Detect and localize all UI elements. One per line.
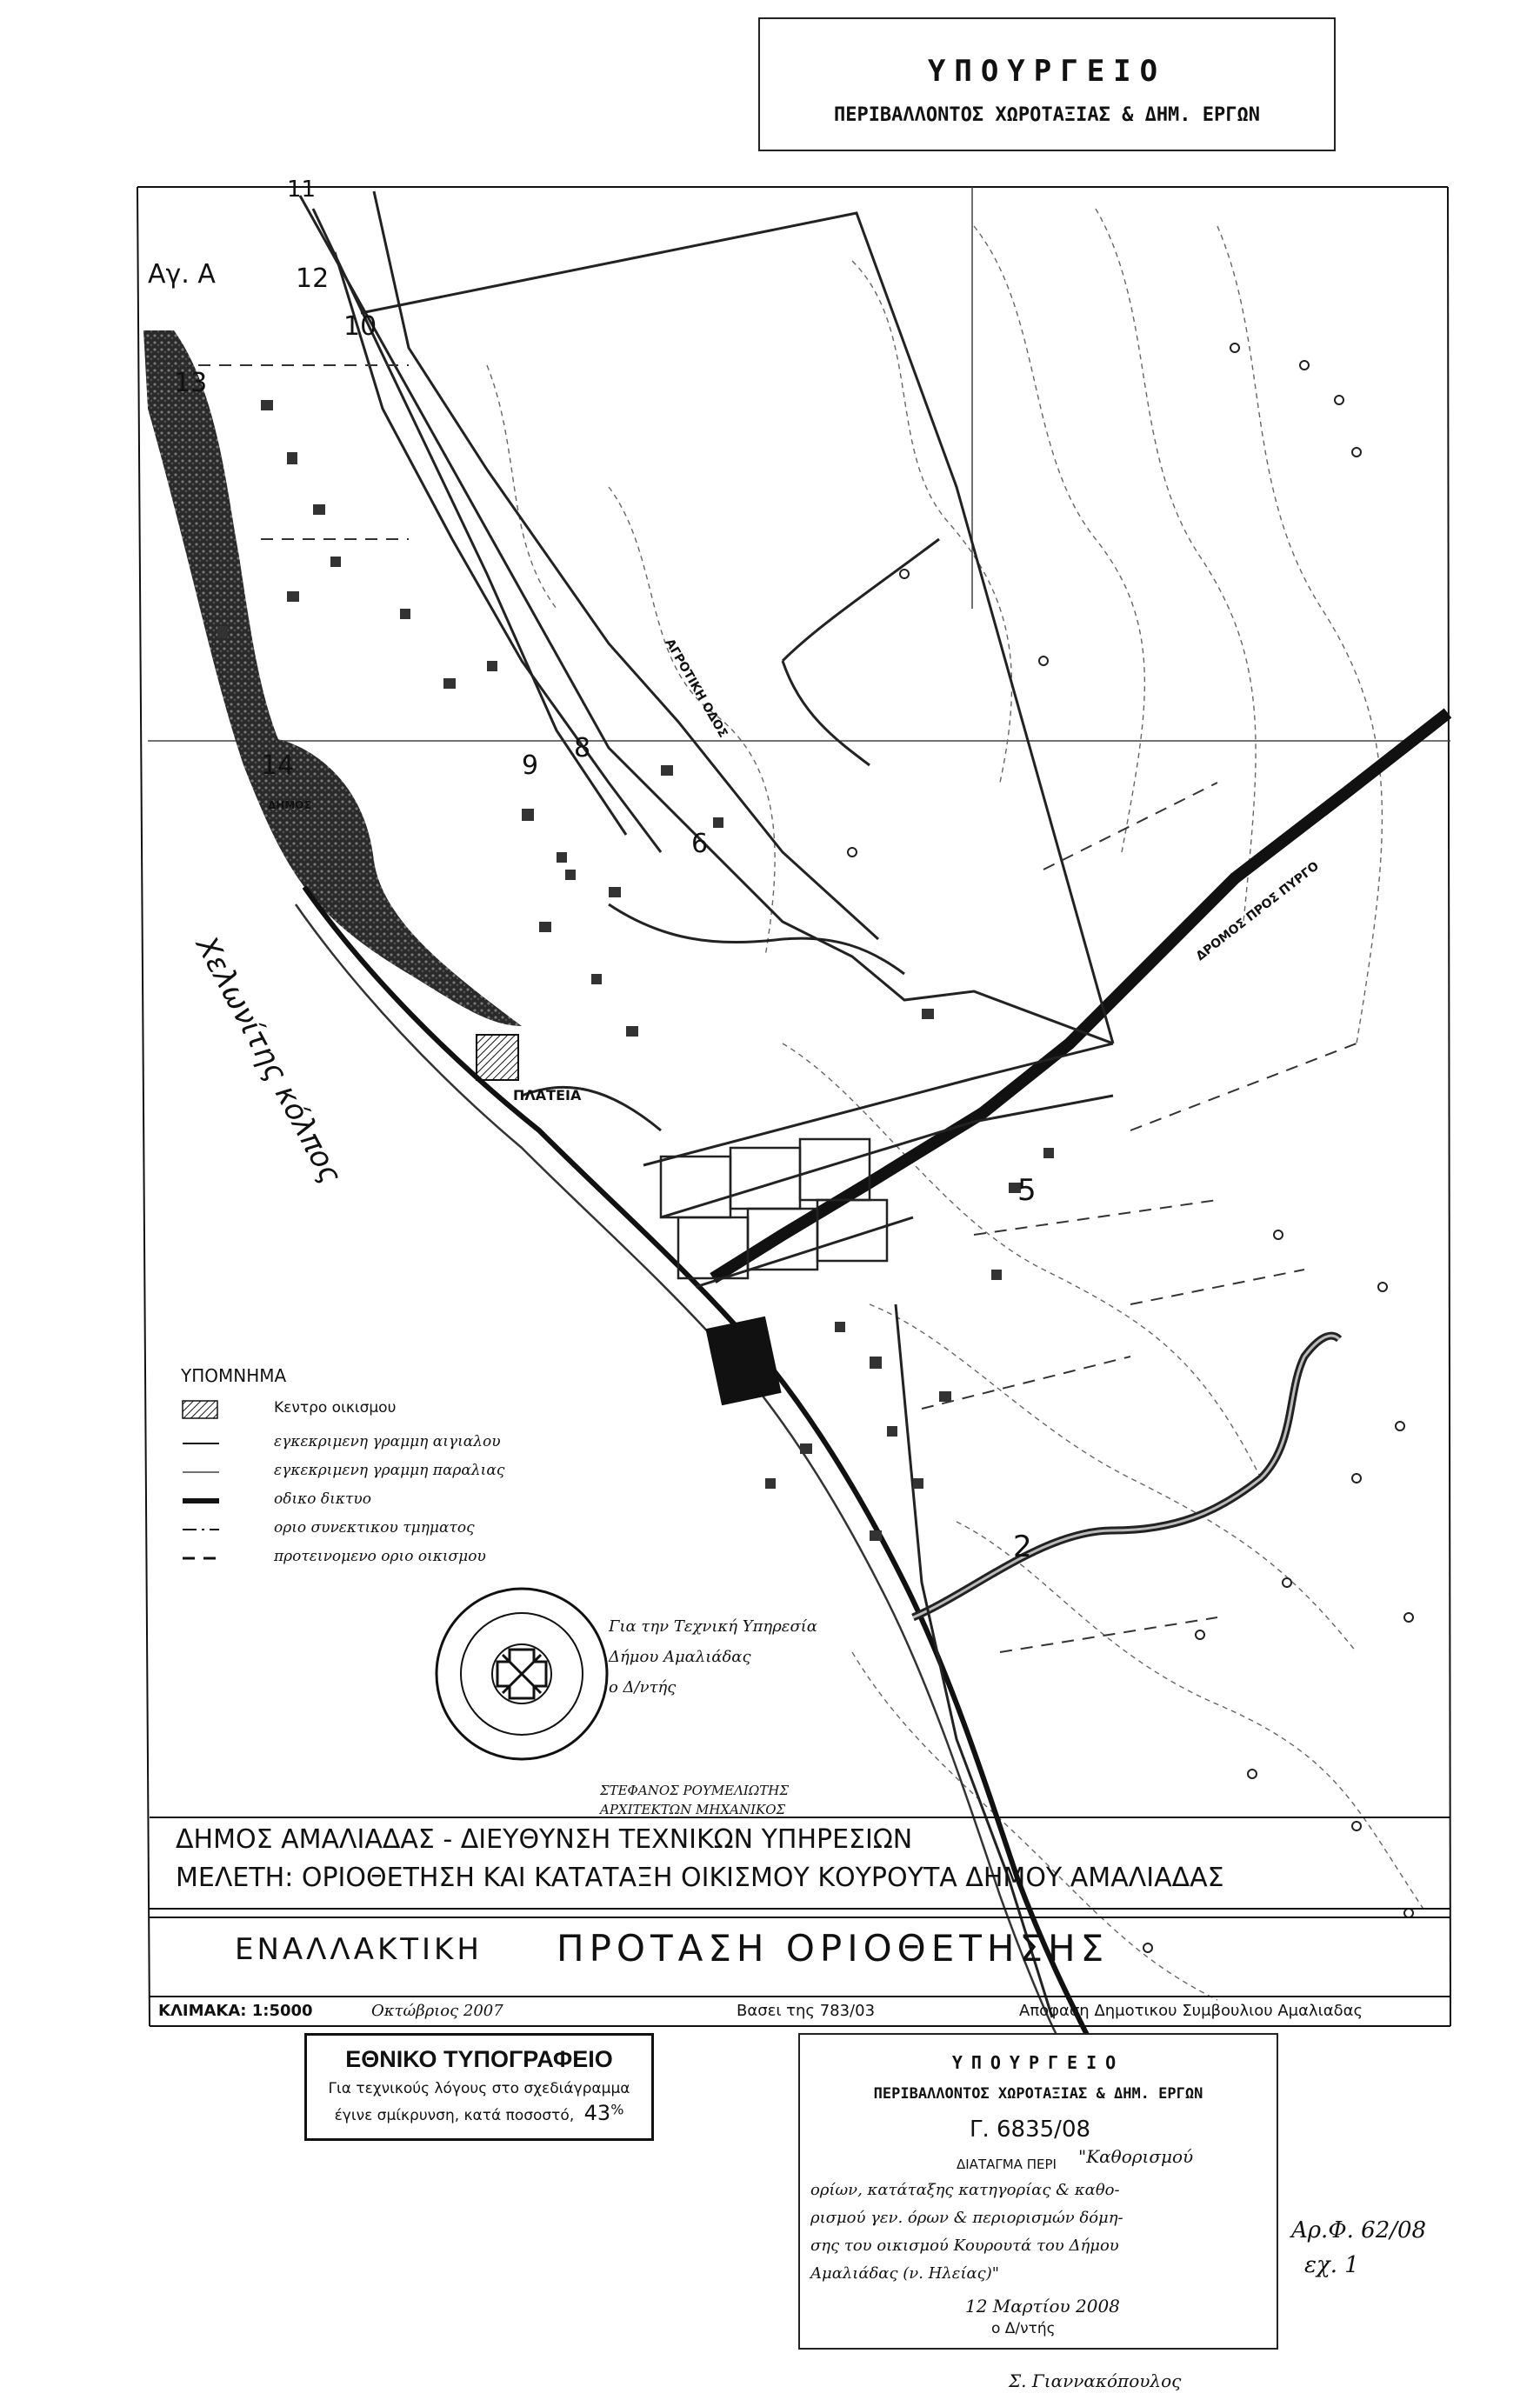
point-label-5: 5 xyxy=(1017,1173,1037,1208)
bottom-stamp-subtitle: ΠΕΡΙΒΑΛΛΟΝΤΟΣ ΧΩΡΟΤΑΞΙΑΣ & ΔΗΜ. ΕΡΓΩΝ xyxy=(873,2085,1203,2103)
seal-signer-role: ΑΡΧΙΤΕΚΤΩΝ ΜΗΧΑΝΙΚΟΣ xyxy=(600,1802,786,1817)
date-label: Οκτώβριος 2007 xyxy=(371,2002,503,2020)
decree-line-3: ρισμού γεν. όρων & περιορισμών δόμη- xyxy=(810,2209,1123,2227)
official-seal xyxy=(437,1589,607,1759)
large-building xyxy=(705,1317,781,1406)
national-printing-box xyxy=(304,2033,654,2141)
legend-item-aigialos: εγκεκριμενη γραμμη αιγιαλου xyxy=(274,1433,501,1450)
decree-line-5: Αμαλιάδας (ν. Ηλείας)" xyxy=(810,2264,1000,2283)
point-label-14: 14 xyxy=(261,750,295,781)
legend-item-paralia: εγκεκριμενη γραμμη παραλιας xyxy=(274,1462,505,1479)
seal-signer-name: ΣΤΕΦΑΝΟΣ ΡΟΥΜΕΛΙΩΤΗΣ xyxy=(600,1783,789,1798)
legend-item-synektiko: οριο συνεκτικου τμηματος xyxy=(274,1519,475,1537)
national-printing-line-2-wrap xyxy=(307,2101,651,2125)
point-label-9: 9 xyxy=(522,750,539,781)
main-highway xyxy=(713,713,1448,1278)
bottom-stamp-title: ΥΠΟΥΡΓΕΙΟ xyxy=(951,2052,1125,2073)
reduction-percent-sign: % xyxy=(610,2101,624,2118)
bottom-stamp-ref: Γ. 6835/08 xyxy=(970,2117,1091,2143)
decree-line-4: σης του οικισμού Κουρουτά του Δήμου xyxy=(810,2237,1119,2255)
legend-item-proposed: προτεινομενο οριο οικισμου xyxy=(274,1548,486,1565)
point-label-6: 6 xyxy=(691,829,709,859)
point-label-10: 10 xyxy=(343,311,377,342)
legend-title: ΥΠΟΜΝΗΜΑ xyxy=(181,1365,287,1386)
bottom-stamp-signer: ο Δ/ντής xyxy=(991,2320,1056,2337)
legend-symbols xyxy=(183,1401,219,1558)
settlement-centre xyxy=(477,1035,518,1080)
title-line-2: ΜΕΛΕΤΗ: ΟΡΙΟΘΕΤΗΣΗ ΚΑΙ ΚΑΤΑΤΑΞΗ ΟΙΚΙΣΜΟΥ ΚΟΥΡΟΥΤΑ ΔΗΜΟΥ ΑΜΑΛΙΑΔΑΣ xyxy=(176,1863,1224,1893)
side-note-line-1: Αρ.Φ. 62/08 xyxy=(1291,2217,1427,2243)
bottom-ministry-stamp xyxy=(798,2033,1278,2350)
top-stamp-subtitle: ΠΕΡΙΒΑΛΛΟΝΤΟΣ ΧΩΡΟΤΑΞΙΑΣ & ΔΗΜ. ΕΡΓΩΝ xyxy=(833,104,1261,126)
national-printing-line-2: έγινε σμίκρυνση, κατά ποσοστό, xyxy=(334,2107,575,2124)
road-label-agrotiki: ΑΓΡΟΤΙΚΗ ΟΔΟΣ xyxy=(662,637,730,741)
bottom-stamp-decree-prefix: ΔΙΑΤΑΓΜΑ ΠΕΡΙ xyxy=(957,2157,1057,2172)
sheet-label: Αγ. Α xyxy=(148,259,216,290)
bottom-stamp-date: 12 Μαρτίου 2008 xyxy=(965,2296,1120,2317)
scale-row xyxy=(150,1997,1450,2026)
national-printing-title: ΕΘΝΙΚΟ ΤΥΠΟΓΡΑΦΕΙΟ xyxy=(345,2046,613,2072)
decree-line-1: "Καθορισμού xyxy=(1078,2146,1194,2167)
national-printing-line-1: Για τεχνικούς λόγους στο σχεδιάγραμμα xyxy=(328,2080,630,2097)
title-line-1: ΔΗΜΟΣ ΑΜΑΛΙΑΔΑΣ - ΔΙΕΥΘΥΝΣΗ ΤΕΧΝΙΚΩΝ ΥΠΗΡΕΣΙΩΝ xyxy=(176,1824,913,1855)
place-label-plateia: ΠΛΑΤΕΙΑ xyxy=(513,1087,582,1103)
legend-sym-centre xyxy=(183,1401,217,1418)
decree-line-2: ορίων, κατάταξης κατηγορίας & καθο- xyxy=(810,2181,1120,2199)
title-line-3-right: ΠΡΟΤΑΣΗ ΟΡΙΟΘΕΤΗΣΗΣ xyxy=(557,1927,1110,1970)
point-label-8: 8 xyxy=(574,733,591,763)
map-frame xyxy=(137,187,1450,2026)
contour-lines xyxy=(487,209,1426,2000)
basis-label: Βασει της 783/03 xyxy=(737,2002,876,2020)
bottom-signature: Σ. Γιαννακόπουλος xyxy=(1009,2370,1182,2391)
legend-item-centre: Κεντρο οικισμου xyxy=(274,1399,397,1417)
road-label-pyrgos: ΔΡΟΜΟΣ ΠΡΟΣ ΠΥΡΓΟ xyxy=(1193,859,1322,964)
seal-sign-line-2: Δήμου Αμαλιάδας xyxy=(609,1648,751,1666)
decision-label: Αποφαση Δημοτικου Συμβουλιου Αμαλιαδας xyxy=(1019,2002,1363,2020)
title-line-3-left: ΕΝΑΛΛΑΚΤΙΚΗ xyxy=(235,1932,483,1967)
point-label-11: 11 xyxy=(287,177,317,203)
seal-sign-line-1: Για την Τεχνική Υπηρεσία xyxy=(609,1617,817,1636)
top-stamp-title: ΥΠΟΥΡΓΕΙΟ xyxy=(927,54,1167,89)
reduction-percent: 43 xyxy=(583,2101,611,2125)
place-label-dimos: ΔΗΜΟΣ xyxy=(268,799,311,811)
point-label-12: 12 xyxy=(296,263,330,294)
scale-label: ΚΛΙΜΑΚΑ: 1:5000 xyxy=(158,2002,313,2020)
legend-item-road: οδικο δικτυο xyxy=(274,1490,371,1508)
point-label-13: 13 xyxy=(174,368,208,398)
buildings xyxy=(217,400,1054,1541)
gulf-label: Χελωνίτης κόλπος xyxy=(189,930,349,1190)
side-note-line-2: εχ. 1 xyxy=(1304,2252,1359,2278)
seal-sign-line-3: ο Δ/ντής xyxy=(609,1678,677,1697)
point-label-2: 2 xyxy=(1013,1530,1032,1564)
